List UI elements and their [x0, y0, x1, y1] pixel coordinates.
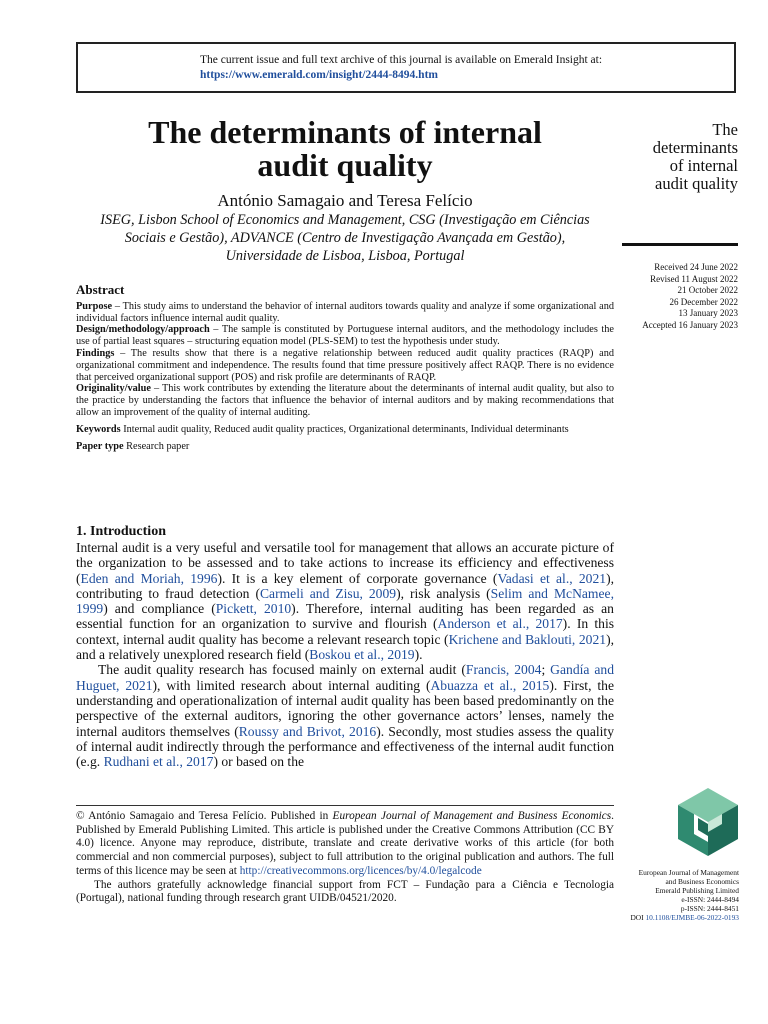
article-title-line-2: audit quality	[257, 147, 433, 183]
journal-name-line-2: and Business Economics	[665, 877, 739, 886]
paper-type-label: Paper type	[76, 440, 124, 452]
paragraph-text: ). Secondly, most studies assess the quality of internal audit indirectly through the performance and effectiveness of the internal audit function (e.g.	[76, 723, 615, 770]
originality-text: – This work contributes by extending the literature about the determinants of internal audit quality, but also to the practice by understanding the factors that influence the behavior of internal auditors and by making recommendations that allow an improvement of the quality of internal auditing.	[76, 383, 614, 418]
history-accepted: Accepted 16 January 2023	[642, 319, 738, 330]
doi-line	[608, 913, 739, 922]
abstract-originality	[76, 383, 614, 418]
design-text: – The sample is constituted by Portuguese internal auditors, and the methodology includes the use of partial least squares – structuring equation model (PLS-SEM) to test the hypothesis under study.	[76, 324, 614, 348]
introduction-section	[76, 524, 614, 769]
paragraph-text: The audit quality research has focused mainly on external audit (	[98, 662, 466, 678]
journal-meta	[608, 868, 739, 922]
notice-text: The current issue and full text archive of this journal is available on Emerald Insight at:	[200, 54, 603, 66]
p-issn: p-ISSN: 2444-8451	[680, 904, 739, 913]
article-authors: António Samagaio and Teresa Felício	[217, 191, 473, 210]
paragraph-text: . Published by Emerald Publishing Limited. This article is published under the Creative Commons Attribution (CC BY 4.0) licence. Anyone may reproduce, distribute, translate and create derivative works of this article (for both commercial and non commercial purposes), subject to full attribution to the original publication and authors. The full terms of this licence may be seen at	[76, 810, 614, 877]
e-issn: e-ISSN: 2444-8494	[681, 895, 739, 904]
journal-availability-notice	[76, 42, 736, 93]
history-revised-date: 21 October 2022	[677, 285, 738, 295]
doi-link[interactable]: 10.1108/EJMBE-06-2022-0193	[645, 913, 739, 922]
article-history	[600, 262, 738, 331]
citation-link[interactable]: Rudhani et al., 2017	[103, 754, 214, 770]
paragraph-text: ). In this context, internal audit quality has become a relevant research topic (	[76, 616, 615, 647]
introduction-heading: 1. Introduction	[76, 524, 166, 539]
abstract-paper-type	[76, 441, 614, 453]
footnote-section	[76, 810, 614, 906]
citation-link[interactable]: Krichene and Baklouti, 2021	[448, 631, 607, 647]
history-revised-date: 13 January 2023	[678, 308, 738, 318]
citation-link[interactable]: Roussy and Brivot, 2016	[238, 723, 377, 739]
citation-link[interactable]: Eden and Moriah, 1996	[80, 570, 218, 586]
history-received: Received 24 June 2022	[654, 262, 738, 272]
copyright-licence-note	[76, 810, 614, 879]
citation-link[interactable]: Gandía and Huguet, 2021	[76, 662, 614, 693]
citation-link[interactable]: http://creativecommons.org/licences/by/4.0/legalcode	[239, 864, 482, 877]
findings-label: Findings	[76, 347, 115, 359]
abstract-purpose	[76, 301, 614, 325]
abstract-keywords	[76, 424, 614, 436]
affiliation-line-3: Universidade de Lisboa, Lisboa, Portugal	[225, 248, 465, 264]
citation-link[interactable]: Carmeli and Zisu, 2009	[259, 585, 397, 601]
citation-link[interactable]: Anderson et al., 2017	[437, 616, 563, 632]
abstract-design	[76, 324, 614, 348]
history-revised: Revised 11 August 2022	[650, 273, 738, 284]
paragraph-text: ).	[414, 647, 423, 663]
originality-label: Originality/value	[76, 383, 151, 395]
journal-logo-icon	[676, 786, 740, 858]
citation-link[interactable]: Selim and McNamee, 1999	[76, 585, 614, 617]
citation-link[interactable]: Francis, 2004	[465, 662, 542, 678]
abstract-section	[76, 284, 614, 452]
design-label: Design/methodology/approach	[76, 324, 210, 336]
doi-label: DOI	[630, 913, 646, 922]
journal-name-line-1: European Journal of Management	[638, 868, 739, 877]
running-head-rule	[622, 243, 738, 246]
citation-link[interactable]: Boskou et al., 2019	[309, 647, 415, 663]
article-title-line-1: The determinants of internal	[148, 114, 542, 150]
paragraph-text: ) or based on the	[213, 754, 305, 770]
keywords-text: Internal audit quality, Reduced audit quality practices, Organizational determinants, Individual determinants	[120, 423, 569, 435]
abstract-heading: Abstract	[76, 282, 125, 297]
footnote-rule	[76, 805, 614, 806]
affiliation-line-1: ISEG, Lisbon School of Economics and Management, CSG (Investigação em Ciências	[100, 212, 590, 228]
citation-link[interactable]: Abuazza et al., 2015	[430, 677, 550, 693]
paragraph-text: European Journal of Management and Business Economics	[332, 810, 612, 822]
keywords-label: Keywords	[76, 423, 121, 435]
findings-text: – The results show that there is a negative relationship between reduced audit quality practices (RAQP) and organizational commitment and independence. The results found that time pressure positively affect RAQP. There is no evidence that perceived organizational support (POS) and risk profile are determinants of RAQP.	[76, 347, 614, 383]
paragraph-text: ). It is a key element of corporate governance (	[217, 570, 498, 586]
abstract-findings	[76, 348, 614, 383]
author-affiliation	[76, 211, 614, 265]
article-title	[76, 116, 614, 182]
introduction-paragraph-1	[76, 540, 614, 662]
paragraph-text: ), with limited research about internal auditing (	[152, 677, 431, 693]
paragraph-text: © António Samagaio and Teresa Felício. Published in	[76, 810, 333, 822]
running-head-line-4: audit quality	[655, 174, 738, 193]
paragraph-text: ), risk analysis (	[396, 585, 491, 601]
paragraph-text: ) and compliance (	[103, 601, 216, 617]
publisher-name: Emerald Publishing Limited	[655, 886, 739, 895]
affiliation-line-2: Sociais e Gestão), ADVANCE (Centro de Investigação Avançada em Gestão),	[124, 230, 566, 246]
paragraph-text: Internal audit is a very useful and versatile tool for management that allows an accurate picture of the organization to be assessed and to take actions to increase its efficiency and effectiveness (	[76, 540, 614, 586]
paragraph-text: ), contributing to fraud detection (	[76, 570, 614, 601]
running-head	[610, 121, 738, 193]
paper-type-text: Research paper	[123, 440, 190, 452]
running-head-line-3: of internal	[669, 156, 738, 175]
funding-acknowledgement: The authors gratefully acknowledge financial support from FCT – Fundação para a Ciência e Tecnologia (Portugal), national funding through research grant UIDB/04521/2020.	[76, 878, 614, 905]
paragraph-text: ). Therefore, internal auditing has been regarded as an essential function for an organization to survive and flourish (	[76, 601, 614, 632]
paragraph-text: ). First, the understanding and operationalization of internal audit quality has been based predominantly on the perspective of the external auditors, ignoring the other governance actors’ lenses, namely the internal auditors themselves (	[76, 677, 614, 739]
purpose-text: – This study aims to understand the behavior of internal auditors towards quality and analyze if some organizational and individual factors influence internal audit quality.	[76, 300, 614, 324]
history-revised-date: 26 December 2022	[669, 296, 738, 307]
citation-link[interactable]: Vadasi et al., 2021	[497, 570, 607, 586]
running-head-line-2: determinants	[652, 138, 738, 157]
citation-link[interactable]: Pickett, 2010	[215, 601, 292, 617]
paragraph-text: ;	[541, 662, 551, 678]
introduction-paragraph-2	[76, 662, 614, 769]
running-head-line-1: The	[712, 120, 738, 139]
journal-url-link[interactable]: https://www.emerald.com/insight/2444-8494.htm	[200, 69, 438, 81]
paragraph-text: ), and a relatively unexplored research field (	[76, 631, 615, 663]
purpose-label: Purpose	[76, 300, 113, 312]
